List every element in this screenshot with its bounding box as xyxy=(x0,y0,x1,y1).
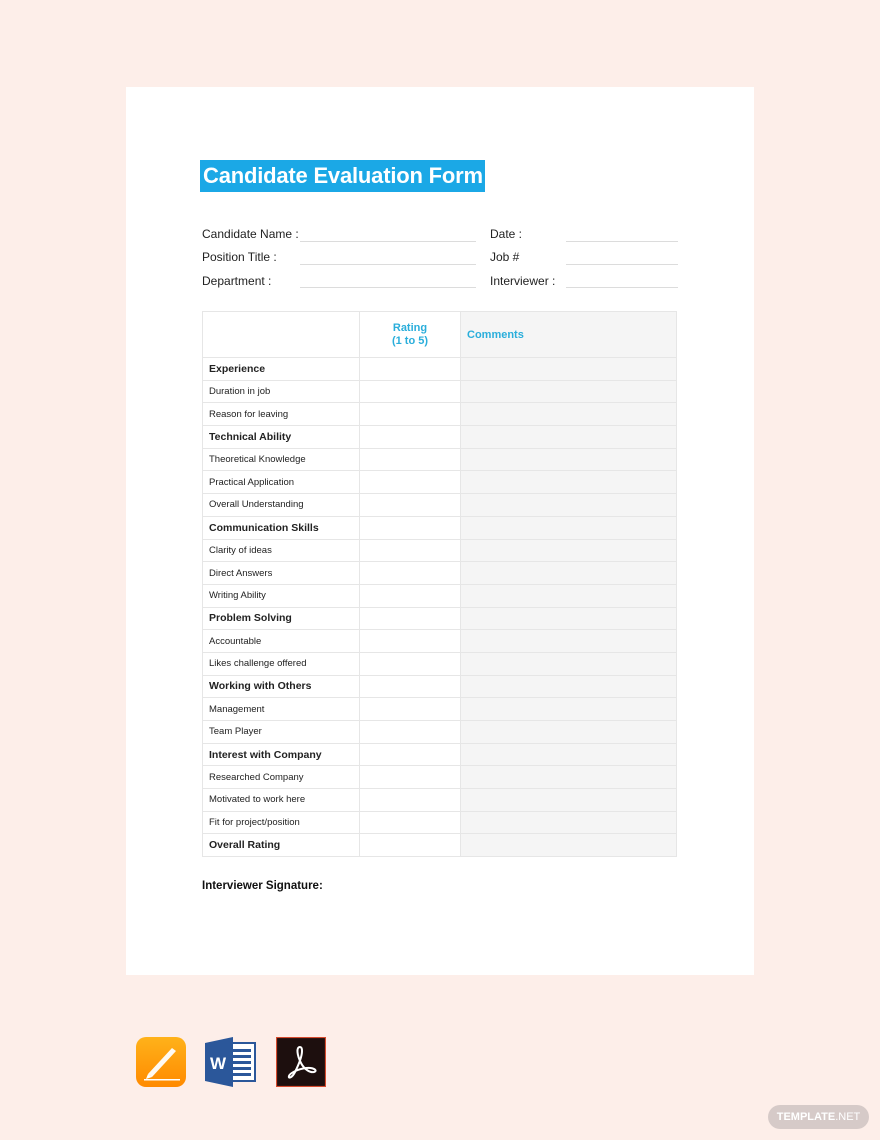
criterion-label: Accountable xyxy=(203,630,360,653)
comments-cell[interactable] xyxy=(461,584,677,607)
comments-header: Comments xyxy=(461,312,677,358)
criterion-label: Motivated to work here xyxy=(203,789,360,812)
table-row xyxy=(203,766,677,789)
comments-cell[interactable] xyxy=(461,743,677,766)
rating-cell[interactable] xyxy=(360,721,461,744)
position-title-label: Position Title : xyxy=(202,250,277,264)
table-row xyxy=(203,494,677,517)
comments-cell[interactable] xyxy=(461,607,677,630)
candidate-name-field[interactable] xyxy=(300,241,476,242)
comments-cell[interactable] xyxy=(461,380,677,403)
watermark-suffix: .NET xyxy=(835,1111,861,1123)
criterion-label: Management xyxy=(203,698,360,721)
criterion-label: Team Player xyxy=(203,721,360,744)
comments-cell[interactable] xyxy=(461,630,677,653)
comments-cell[interactable] xyxy=(461,834,677,857)
criteria-header xyxy=(203,312,360,358)
rating-cell[interactable] xyxy=(360,766,461,789)
comments-cell[interactable] xyxy=(461,539,677,562)
comments-cell[interactable] xyxy=(461,789,677,812)
rating-header xyxy=(360,312,461,358)
pages-icon[interactable] xyxy=(136,1037,186,1087)
table-row xyxy=(203,607,677,630)
rating-cell[interactable] xyxy=(360,743,461,766)
rating-cell[interactable] xyxy=(360,789,461,812)
comments-cell[interactable] xyxy=(461,471,677,494)
table-row xyxy=(203,471,677,494)
table-row xyxy=(203,789,677,812)
interviewer-label: Interviewer : xyxy=(490,274,556,288)
criterion-label: Writing Ability xyxy=(203,584,360,607)
criterion-label: Duration in job xyxy=(203,380,360,403)
comments-cell[interactable] xyxy=(461,675,677,698)
table-row xyxy=(203,698,677,721)
table-row xyxy=(203,403,677,426)
interviewer-field[interactable] xyxy=(566,287,678,288)
rating-cell[interactable] xyxy=(360,584,461,607)
rating-cell[interactable] xyxy=(360,562,461,585)
section-label: Communication Skills xyxy=(203,516,360,539)
rating-cell[interactable] xyxy=(360,403,461,426)
table-row xyxy=(203,811,677,834)
table-row xyxy=(203,675,677,698)
comments-cell[interactable] xyxy=(461,652,677,675)
criterion-label: Practical Application xyxy=(203,471,360,494)
comments-cell[interactable] xyxy=(461,426,677,449)
criterion-label: Clarity of ideas xyxy=(203,539,360,562)
table-row xyxy=(203,630,677,653)
table-row xyxy=(203,721,677,744)
rating-cell[interactable] xyxy=(360,448,461,471)
comments-cell[interactable] xyxy=(461,562,677,585)
position-title-field[interactable] xyxy=(300,264,476,265)
template-net-watermark xyxy=(768,1105,869,1129)
criterion-label: Researched Company xyxy=(203,766,360,789)
table-row xyxy=(203,380,677,403)
criterion-label: Fit for project/position xyxy=(203,811,360,834)
comments-cell[interactable] xyxy=(461,448,677,471)
rating-header-label: Rating xyxy=(392,321,428,334)
rating-cell[interactable] xyxy=(360,630,461,653)
evaluation-table xyxy=(202,311,677,857)
watermark-brand: TEMPLATE xyxy=(776,1111,836,1123)
table-row xyxy=(203,834,677,857)
table-row xyxy=(203,743,677,766)
rating-cell[interactable] xyxy=(360,675,461,698)
pdf-icon[interactable] xyxy=(276,1037,326,1087)
criterion-label: Likes challenge offered xyxy=(203,652,360,675)
rating-cell[interactable] xyxy=(360,698,461,721)
date-field[interactable] xyxy=(566,241,678,242)
rating-cell[interactable] xyxy=(360,426,461,449)
rating-header-range: (1 to 5) xyxy=(391,334,429,347)
comments-cell[interactable] xyxy=(461,358,677,381)
department-label: Department : xyxy=(202,274,272,288)
section-label: Working with Others xyxy=(203,675,360,698)
table-row xyxy=(203,448,677,471)
table-row xyxy=(203,562,677,585)
comments-cell[interactable] xyxy=(461,766,677,789)
section-label: Overall Rating xyxy=(203,834,360,857)
word-icon-glyph: W xyxy=(209,1054,227,1073)
job-number-field[interactable] xyxy=(566,264,678,265)
date-label: Date : xyxy=(490,227,523,241)
rating-cell[interactable] xyxy=(360,516,461,539)
rating-cell[interactable] xyxy=(360,494,461,517)
department-field[interactable] xyxy=(300,287,476,288)
comments-cell[interactable] xyxy=(461,698,677,721)
job-number-label: Job # xyxy=(490,250,520,264)
rating-cell[interactable] xyxy=(360,811,461,834)
document-page xyxy=(126,87,754,975)
section-label: Technical Ability xyxy=(203,426,360,449)
rating-cell[interactable] xyxy=(360,539,461,562)
table-row xyxy=(203,426,677,449)
comments-cell[interactable] xyxy=(461,721,677,744)
rating-cell[interactable] xyxy=(360,358,461,381)
criterion-label: Direct Answers xyxy=(203,562,360,585)
rating-cell[interactable] xyxy=(360,607,461,630)
criterion-label: Overall Understanding xyxy=(203,494,360,517)
rating-cell[interactable] xyxy=(360,652,461,675)
form-title: Candidate Evaluation Form xyxy=(200,160,485,192)
criterion-label: Theoretical Knowledge xyxy=(203,448,360,471)
word-icon[interactable] xyxy=(205,1037,255,1087)
section-label: Interest with Company xyxy=(203,743,360,766)
table-header-row xyxy=(203,312,677,358)
rating-cell[interactable] xyxy=(360,834,461,857)
table-row xyxy=(203,358,677,381)
candidate-name-label: Candidate Name : xyxy=(202,227,299,241)
rating-cell[interactable] xyxy=(360,380,461,403)
criterion-label: Reason for leaving xyxy=(203,403,360,426)
comments-cell[interactable] xyxy=(461,494,677,517)
table-row xyxy=(203,516,677,539)
comments-cell[interactable] xyxy=(461,403,677,426)
interviewer-signature-label: Interviewer Signature: xyxy=(202,880,323,892)
table-row xyxy=(203,652,677,675)
section-label: Problem Solving xyxy=(203,607,360,630)
section-label: Experience xyxy=(203,358,360,381)
rating-cell[interactable] xyxy=(360,471,461,494)
comments-cell[interactable] xyxy=(461,811,677,834)
table-row xyxy=(203,539,677,562)
comments-cell[interactable] xyxy=(461,516,677,539)
table-row xyxy=(203,584,677,607)
